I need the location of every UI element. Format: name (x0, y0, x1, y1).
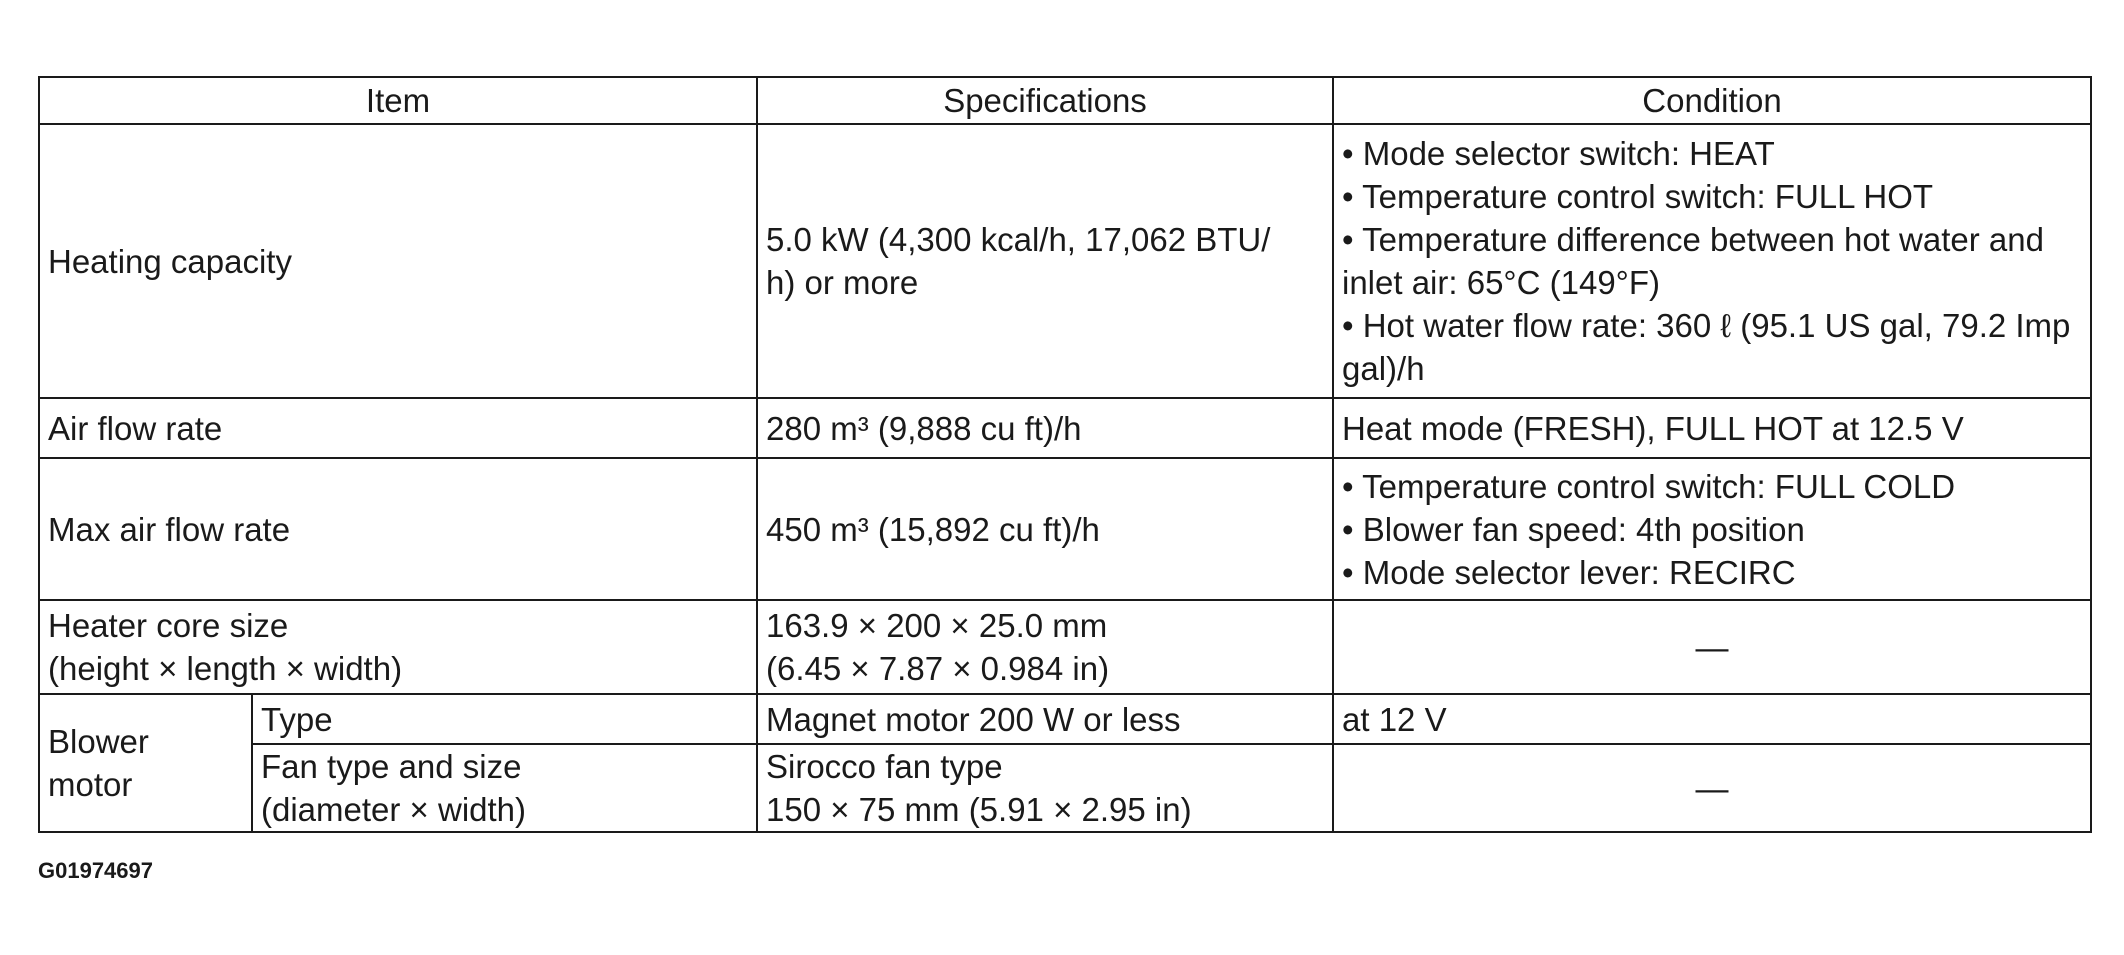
spec-cell: 280 m³ (9,888 cu ft)/h (757, 398, 1333, 458)
table-row (39, 744, 2091, 832)
table-row (39, 124, 2091, 398)
spec-cell: 163.9 × 200 × 25.0 mm (6.45 × 7.87 × 0.984 in) (757, 600, 1333, 694)
condition-bullet: • Hot water flow rate: 360 ℓ (95.1 US gal, 79.2 Imp gal)/h (1342, 307, 2071, 387)
item-cell: Fan type and size (diameter × width) (252, 744, 757, 832)
condition-bullet: • Temperature control switch: FULL COLD (1342, 467, 1956, 505)
blower-motor-group-cell: Blower motor (39, 694, 252, 832)
figure-id-caption: G01974697 (38, 858, 153, 883)
header-item: Item (39, 77, 757, 124)
condition-bullet: • Blower fan speed: 4th position (1342, 510, 1805, 548)
condition-bullet: • Temperature difference between hot water and inlet air: 65°C (149°F) (1342, 221, 2044, 301)
specifications-table (38, 76, 2092, 833)
condition-cell (1333, 124, 2091, 398)
condition-cell (1333, 458, 2091, 600)
condition-bullet: • Mode selector switch: HEAT (1342, 135, 1775, 172)
table-row (39, 458, 2091, 600)
condition-bullet: • Temperature control switch: FULL HOT (1342, 178, 1934, 215)
header-specifications: Specifications (757, 77, 1333, 124)
item-cell: Type (252, 694, 757, 744)
spec-cell: 450 m³ (15,892 cu ft)/h (757, 458, 1333, 600)
condition-cell: — (1333, 744, 2091, 832)
condition-cell: — (1333, 600, 2091, 694)
item-cell: Max air flow rate (39, 458, 757, 600)
item-cell: Heating capacity (39, 124, 757, 398)
table-row (39, 398, 2091, 458)
header-condition: Condition (1333, 77, 2091, 124)
table-row (39, 600, 2091, 694)
condition-bullet: • Mode selector lever: RECIRC (1342, 553, 1796, 591)
spec-cell: Magnet motor 200 W or less (757, 694, 1333, 744)
table-row (39, 694, 2091, 744)
condition-cell: at 12 V (1333, 694, 2091, 744)
spec-cell: 5.0 kW (4,300 kcal/h, 17,062 BTU/ h) or more (757, 124, 1333, 398)
condition-cell: Heat mode (FRESH), FULL HOT at 12.5 V (1333, 398, 2091, 458)
item-cell: Air flow rate (39, 398, 757, 458)
item-cell: Heater core size (height × length × width) (39, 600, 757, 694)
spec-cell: Sirocco fan type 150 × 75 mm (5.91 × 2.95 in) (757, 744, 1333, 832)
table-header-row (39, 77, 2091, 124)
